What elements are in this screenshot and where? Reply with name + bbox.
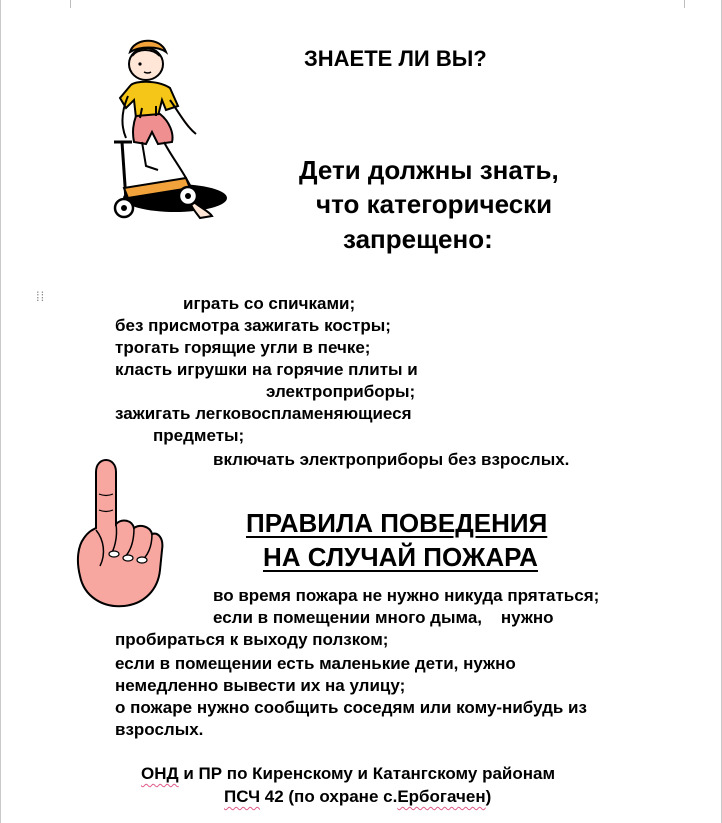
intro-line-2: что категорически bbox=[316, 189, 553, 219]
rules-title-line-1: ПРАВИЛА ПОВЕДЕНИЯ bbox=[246, 508, 548, 538]
rules-title-line-2: НА СЛУЧАЙ ПОЖАРА bbox=[263, 542, 538, 572]
prohibition-item: трогать горящие угли в печке; bbox=[115, 338, 371, 357]
rule-item: пробираться к выходу ползком; bbox=[115, 630, 389, 649]
footer-psch: ПСЧ bbox=[224, 787, 261, 806]
footer-line-1 bbox=[141, 764, 555, 784]
rule-item: о пожаре нужно сообщить соседям или кому-нибудь из bbox=[115, 698, 587, 717]
prohibition-item: играть со спичками; bbox=[183, 294, 356, 313]
footer-line-2-mid: 42 (по охране с. bbox=[260, 787, 398, 806]
rule-item: если в помещении много дыма, нужно bbox=[213, 608, 554, 627]
prohibition-item: зажигать легковоспламеняющиеся bbox=[115, 404, 412, 423]
raised-index-finger-hand bbox=[74, 458, 166, 610]
footer-line-1-rest: и ПР по Киренскому и Катангскому районам bbox=[178, 764, 556, 783]
footer-line-2 bbox=[224, 787, 491, 807]
crop-mark bbox=[684, 0, 685, 8]
intro-line-3: запрещено: bbox=[343, 224, 493, 254]
crop-mark bbox=[70, 0, 71, 8]
rule-item: если в помещении есть маленькие дети, нужно bbox=[115, 654, 516, 673]
prohibition-item: без присмотра зажигать костры; bbox=[115, 316, 391, 335]
prohibition-item: предметы; bbox=[153, 426, 245, 445]
rule-item: немедленно вывести их на улицу; bbox=[115, 676, 406, 695]
rule-item: во время пожара не нужно никуда прятаться; bbox=[213, 586, 600, 605]
prohibition-item: включать электроприборы без взрослых. bbox=[213, 450, 570, 469]
footer-ond: ОНД bbox=[141, 764, 179, 783]
page-border-left bbox=[0, 0, 1, 823]
rule-item: взрослых. bbox=[115, 720, 204, 739]
page-title: ЗНАЕТЕ ЛИ ВЫ? bbox=[304, 46, 487, 71]
table-move-handle-icon[interactable]: ⁞⁞ bbox=[36, 289, 46, 304]
intro-line-1: Дети должны знать, bbox=[299, 155, 559, 185]
prohibition-item: класть игрушки на горячие плиты и bbox=[115, 360, 418, 379]
footer-village: Ербогачен bbox=[397, 787, 486, 806]
prohibition-item: электроприборы; bbox=[266, 382, 416, 401]
child-on-scooter-illustration bbox=[100, 38, 230, 228]
footer-line-2-end: ) bbox=[485, 787, 492, 806]
